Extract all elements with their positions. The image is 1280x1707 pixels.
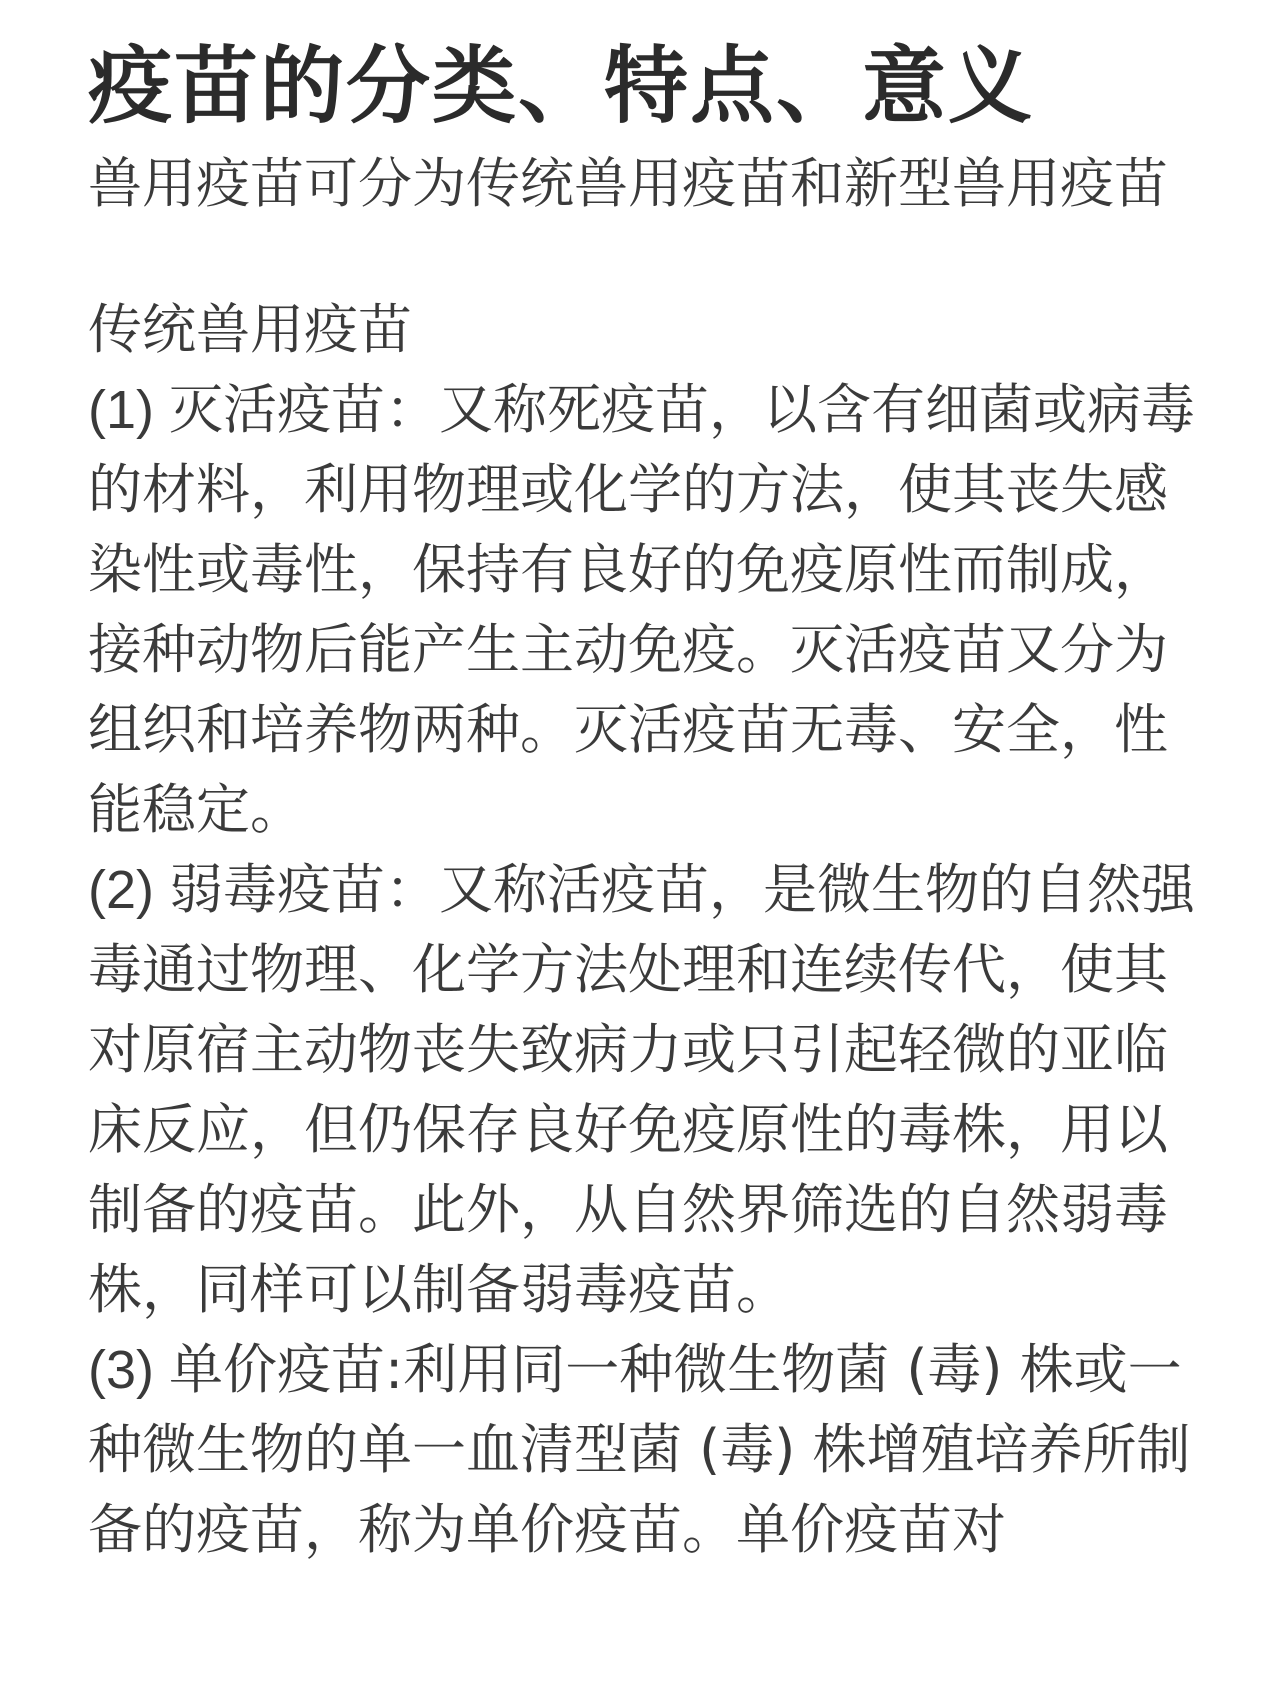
page-title: 疫苗的分类、特点、意义: [88, 37, 1035, 135]
paragraph-number: (2): [88, 860, 169, 920]
paragraph-text: 单价疫苗:利用同一种微生物菌 (毒) 株或一种微生物的单一血清型菌 (毒) 株增殖培养所制备的疫苗，称为单价疫苗。单价疫苗对: [88, 1338, 1191, 1561]
section-heading: 传统兽用疫苗: [88, 298, 412, 361]
paragraph-number: (3): [88, 1340, 169, 1400]
paragraph-number: (1): [88, 380, 169, 440]
paragraph-attenuated-vaccine: [88, 850, 1208, 1330]
paragraph-text: 弱毒疫苗：又称活疫苗，是微生物的自然强毒通过物理、化学方法处理和连续传代，使其对原宿主动物丧失致病力或只引起轻微的亚临床反应，但仍保存良好免疫原性的毒株，用以制备的疫苗。此外，从自然界筛选的自然弱毒株，同样可以制备弱毒疫苗。: [88, 858, 1195, 1321]
paragraph-inactivated-vaccine: [88, 370, 1208, 850]
paragraph-monovalent-vaccine: [88, 1330, 1208, 1570]
intro-text: 兽用疫苗可分为传统兽用疫苗和新型兽用疫苗: [88, 152, 1168, 215]
paragraph-text: 灭活疫苗：又称死疫苗，以含有细菌或病毒的材料，利用物理或化学的方法，使其丧失感染性或毒性，保持有良好的免疫原性而制成，接种动物后能产生主动免疫。灭活疫苗又分为组织和培养物两种。灭活疫苗无毒、安全，性能稳定。: [88, 378, 1195, 841]
article: [88, 0, 1208, 1570]
